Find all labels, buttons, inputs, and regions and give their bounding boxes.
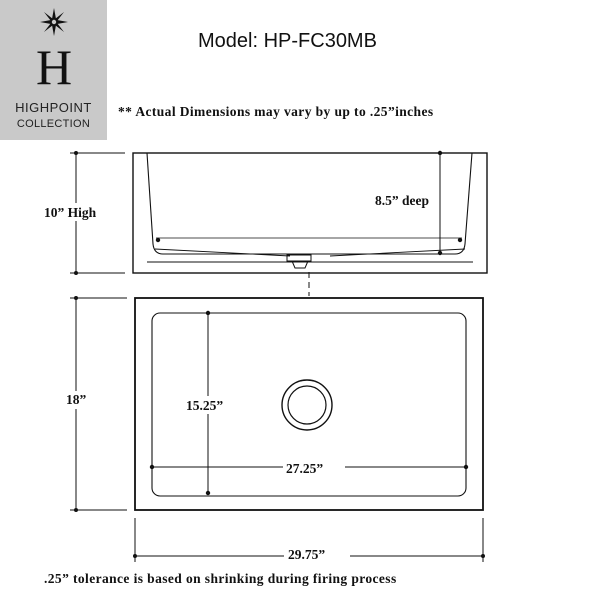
depth-dimension-dot-top bbox=[438, 151, 442, 155]
inner-width-dot-left bbox=[150, 465, 154, 469]
depth-dimension-dot-bottom bbox=[438, 251, 442, 255]
outer-width-dimension-label: 29.75” bbox=[288, 547, 326, 562]
height-dot-bottom bbox=[74, 271, 78, 275]
basin-corner-dot-left bbox=[156, 238, 160, 242]
logo-text-highpoint: HIGHPOINT bbox=[15, 100, 92, 115]
outer-width-dot-left bbox=[133, 554, 137, 558]
model-label: Model: HP-FC30MB bbox=[198, 30, 377, 52]
basin-floor-left bbox=[155, 249, 290, 256]
drain-inner-ring bbox=[288, 386, 326, 424]
top-view bbox=[60, 296, 485, 563]
length-dimension-label: 18” bbox=[66, 392, 87, 407]
basin-floor-right bbox=[330, 249, 465, 256]
inner-length-dimension-label: 15.25” bbox=[186, 398, 224, 413]
length-dot-top bbox=[74, 296, 78, 300]
dimension-note: ** Actual Dimensions may vary by up to .25”inches bbox=[118, 104, 434, 119]
drain-outer-ring bbox=[282, 380, 332, 430]
inner-width-dot-right bbox=[464, 465, 468, 469]
length-dot-bottom bbox=[74, 508, 78, 512]
inner-length-dot-bottom bbox=[206, 491, 210, 495]
logo-monogram: H bbox=[35, 39, 73, 95]
drain-flange bbox=[287, 255, 311, 261]
depth-dimension-label: 8.5” deep bbox=[375, 193, 429, 208]
height-dot-top bbox=[74, 151, 78, 155]
tolerance-footer: .25” tolerance is based on shrinking during firing process bbox=[44, 571, 397, 586]
height-dimension-label: 10” High bbox=[44, 205, 97, 220]
basin-corner-dot-right bbox=[458, 238, 462, 242]
logo-text-collection: COLLECTION bbox=[16, 118, 91, 130]
inner-width-dimension-label: 27.25” bbox=[286, 461, 324, 476]
inner-length-dot-top bbox=[206, 311, 210, 315]
front-elevation bbox=[42, 151, 487, 296]
outer-width-dot-right bbox=[481, 554, 485, 558]
